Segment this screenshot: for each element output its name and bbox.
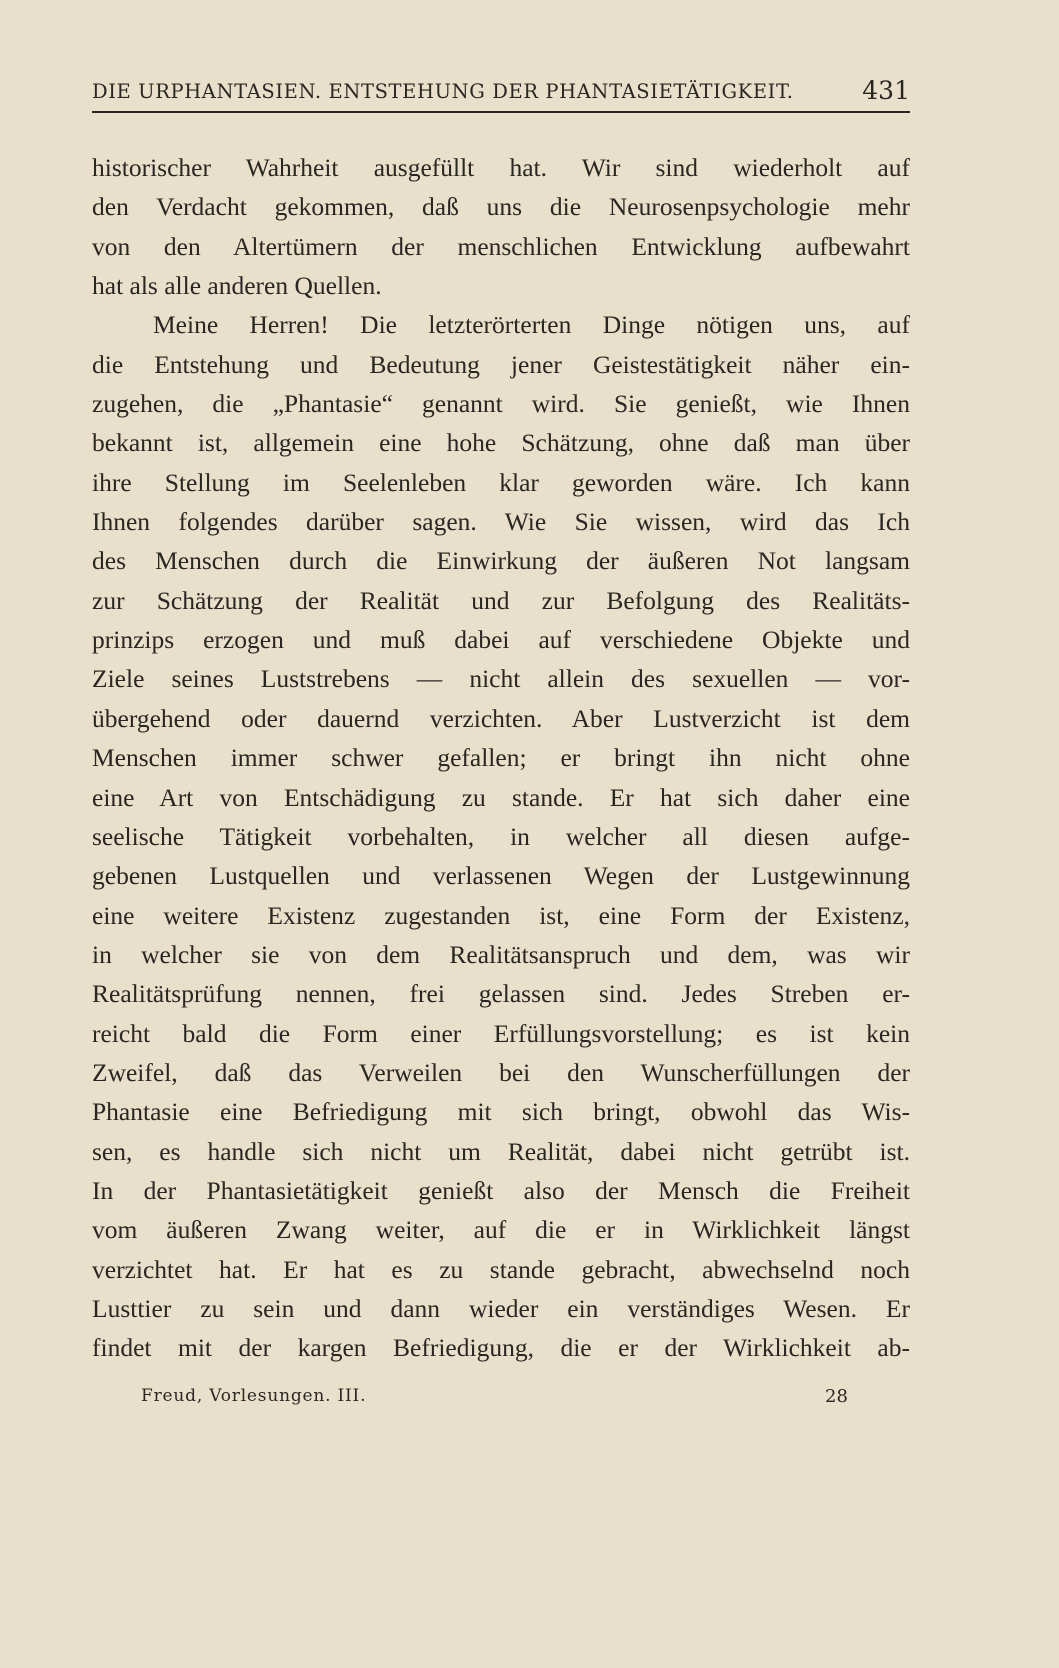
text-line: Ihnen folgendes darüber sagen. Wie Sie wissen, wird das Ich xyxy=(92,507,910,537)
body-text xyxy=(92,148,910,1368)
text-line: eine weitere Existenz zugestanden ist, eine Form der Existenz, xyxy=(92,900,910,930)
text-line: In der Phantasietätigkeit genießt also der Mensch die Freiheit xyxy=(92,1175,910,1205)
text-line: von den Altertümern der menschlichen Entwicklung aufbewahrt xyxy=(92,231,910,261)
footer-signature: Freud, Vorlesungen. III. xyxy=(141,1386,367,1406)
running-head: DIE URPHANTASIEN. ENTSTEHUNG DER PHANTASIETÄTIGKEIT. xyxy=(92,80,794,103)
text-line: verzichtet hat. Er hat es zu stande gebracht, abwechselnd noch xyxy=(92,1254,910,1284)
text-line: die Entstehung und Bedeutung jener Geistestätigkeit näher ein- xyxy=(92,349,910,379)
text-line: historischer Wahrheit ausgefüllt hat. Wir sind wiederholt auf xyxy=(92,153,910,182)
text-line: Phantasie eine Befriedigung mit sich bringt, obwohl das Wis- xyxy=(92,1097,910,1127)
text-line: ihre Stellung im Seelenleben klar geworden wäre. Ich kann xyxy=(92,467,910,497)
page-number: 431 xyxy=(862,76,910,105)
text-line: Lusttier zu sein und dann wieder ein verständiges Wesen. Er xyxy=(92,1293,910,1323)
text-line: Meine Herren! Die letzterörterten Dinge nötigen uns, auf xyxy=(153,310,910,340)
text-line: des Menschen durch die Einwirkung der äußeren Not langsam xyxy=(92,546,910,576)
text-line: reicht bald die Form einer Erfüllungsvorstellung; es ist kein xyxy=(92,1018,910,1048)
text-line: sen, es handle sich nicht um Realität, dabei nicht getrübt ist. xyxy=(92,1136,910,1166)
text-line: Zweifel, daß das Verweilen bei den Wunscherfüllungen der xyxy=(92,1057,910,1087)
text-line: seelische Tätigkeit vorbehalten, in welcher all diesen aufge- xyxy=(92,821,910,851)
text-line: hat als alle anderen Quellen. xyxy=(92,271,382,301)
text-line: zugehen, die „Phantasie“ genannt wird. Sie genießt, wie Ihnen xyxy=(92,389,910,419)
text-line: in welcher sie von dem Realitätsanspruch und dem, was wir xyxy=(92,939,910,969)
footer-sheet-number: 28 xyxy=(825,1386,848,1407)
text-line: eine Art von Entschädigung zu stande. Er hat sich daher eine xyxy=(92,782,910,812)
text-line: übergehend oder dauernd verzichten. Aber Lustverzicht ist dem xyxy=(92,703,910,733)
text-line: gebenen Lustquellen und verlassenen Wegen der Lustgewinnung xyxy=(92,861,910,891)
header-rule xyxy=(92,111,910,113)
page-header xyxy=(92,76,910,110)
text-line: Ziele seines Luststrebens — nicht allein des sexuellen — vor- xyxy=(92,664,910,694)
text-line: bekannt ist, allgemein eine hohe Schätzung, ohne daß man über xyxy=(92,428,910,458)
text-line: findet mit der kargen Befriedigung, die er der Wirklichkeit ab- xyxy=(92,1333,910,1363)
text-line: vom äußeren Zwang weiter, auf die er in Wirklichkeit längst xyxy=(92,1215,910,1245)
text-line: Menschen immer schwer gefallen; er bringt ihn nicht ohne xyxy=(92,743,910,773)
text-line: Realitätsprüfung nennen, frei gelassen sind. Jedes Streben er- xyxy=(92,979,910,1009)
text-line: prinzips erzogen und muß dabei auf verschiedene Objekte und xyxy=(92,625,910,655)
text-line: zur Schätzung der Realität und zur Befolgung des Realitäts- xyxy=(92,585,910,615)
text-line: den Verdacht gekommen, daß uns die Neurosenpsychologie mehr xyxy=(92,192,910,222)
